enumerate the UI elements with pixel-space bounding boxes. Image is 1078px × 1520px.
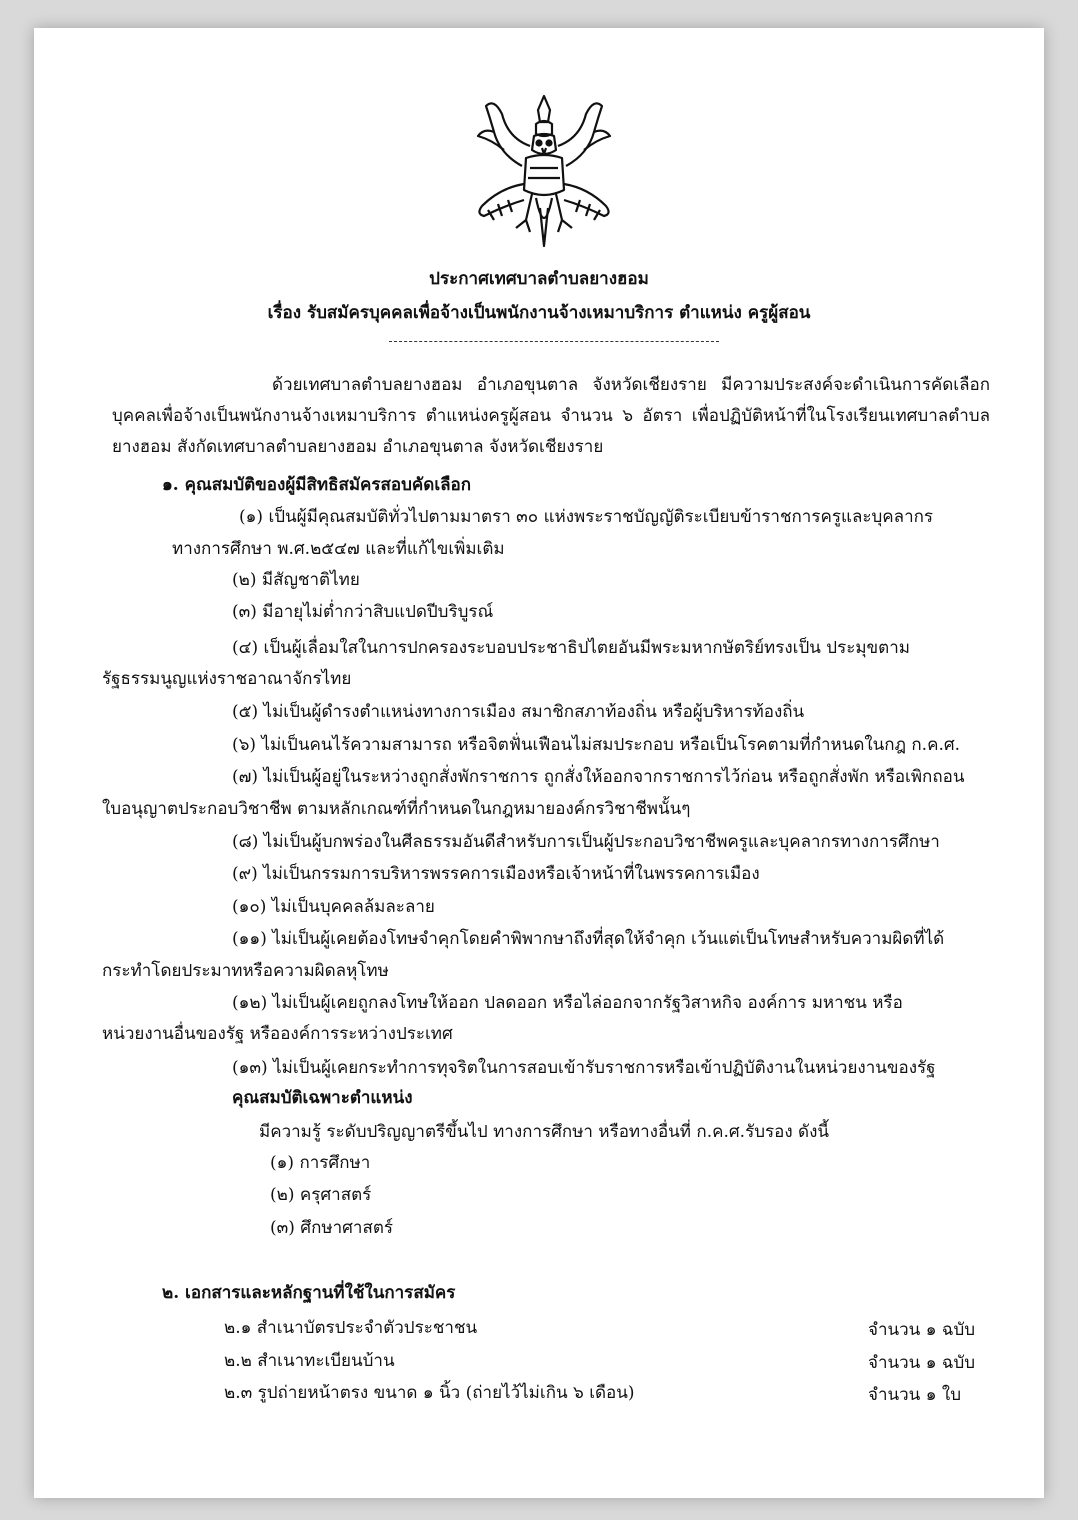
document-item-1-qty: จำนวน ๑ ฉบับ — [868, 1320, 976, 1340]
qualification-12: (๑๒) ไม่เป็นผู้เคยถูกลงโทษให้ออก ปลดออก หรือไล่ออกจากรัฐวิสาหกิจ องค์การ มหาชน หรือ — [232, 993, 903, 1013]
specific-qualification-text: มีความรู้ ระดับปริญญาตรีขึ้นไป ทางการศึกษา หรือทางอื่นที่ ก.ค.ศ.รับรอง ดังนี้ — [259, 1122, 829, 1142]
section1-heading: ๑. คุณสมบัติของผู้มีสิทธิสมัครสอบคัดเลือก — [162, 475, 472, 495]
qualification-3: (๓) มีอายุไม่ต่ำกว่าสิบแปดปีบริบูรณ์ — [232, 602, 494, 622]
specific-item-3: (๓) ศึกษาศาสตร์ — [270, 1218, 394, 1238]
document-item-1: ๒.๑ สำเนาบัตรประจำตัวประชาชน — [224, 1318, 478, 1338]
qualification-1-cont: ทางการศึกษา พ.ศ.๒๕๔๗ และที่แก้ไขเพิ่มเติม — [172, 539, 505, 559]
qualification-1: (๑) เป็นผู้มีคุณสมบัติทั่วไปตามมาตรา ๓๐ แห่งพระราชบัญญัติระเบียบข้าราชการครูและบุคลากร — [239, 507, 934, 527]
qualification-7-cont: ใบอนุญาตประกอบวิชาชีพ ตามหลักเกณฑ์ที่กำหนดในกฎหมายองค์กรวิชาชีพนั้นๆ — [102, 799, 691, 819]
specific-item-2: (๒) ครุศาสตร์ — [270, 1185, 372, 1205]
announcement-subject: เรื่อง รับสมัครบุคคลเพื่อจ้างเป็นพนักงานจ้างเหมาบริการ ตำแหน่ง ครูผู้สอน — [267, 303, 811, 323]
qualification-4-cont: รัฐธรรมนูญแห่งราชอาณาจักรไทย — [102, 669, 352, 689]
document-page — [34, 28, 1044, 1498]
qualification-11-cont: กระทำโดยประมาทหรือความผิดลหุโทษ — [102, 961, 389, 981]
qualification-5: (๕) ไม่เป็นผู้ดำรงตำแหน่งทางการเมือง สมาชิกสภาท้องถิ่น หรือผู้บริหารท้องถิ่น — [232, 702, 805, 722]
document-item-2: ๒.๒ สำเนาทะเบียนบ้าน — [224, 1351, 395, 1371]
qualification-11: (๑๑) ไม่เป็นผู้เคยต้องโทษจำคุกโดยคำพิพากษาถึงที่สุดให้จำคุก เว้นแต่เป็นโทษสำหรับความผิดที่ได้ — [232, 929, 945, 949]
qualification-2: (๒) มีสัญชาติไทย — [232, 570, 360, 590]
specific-item-1: (๑) การศึกษา — [270, 1153, 371, 1173]
qualification-6: (๖) ไม่เป็นคนไร้ความสามารถ หรือจิตฟั่นเฟือนไม่สมประกอบ หรือเป็นโรคตามที่กำหนดในกฎ ก.ค.ศ. — [232, 735, 961, 755]
header-divider — [389, 341, 719, 342]
qualification-12-cont: หน่วยงานอื่นของรัฐ หรือองค์การระหว่างประเทศ — [102, 1024, 453, 1044]
qualification-4: (๔) เป็นผู้เลื่อมใสในการปกครองระบอบประชาธิปไตยอันมีพระมหากษัตริย์ทรงเป็น ประมุขตาม — [232, 638, 910, 658]
document-item-3: ๒.๓ รูปถ่ายหน้าตรง ขนาด ๑ นิ้ว (ถ่ายไว้ไม่เกิน ๖ เดือน) — [224, 1383, 635, 1403]
garuda-emblem — [464, 88, 624, 253]
specific-qualification-heading: คุณสมบัติเฉพาะตำแหน่ง — [232, 1088, 413, 1108]
intro-paragraph — [112, 370, 990, 463]
qualification-10: (๑๐) ไม่เป็นบุคคลล้มละลาย — [232, 897, 435, 917]
qualification-8: (๘) ไม่เป็นผู้บกพร่องในศีลธรรมอันดีสำหรับการเป็นผู้ประกอบวิชาชีพครูและบุคลากรทางการศึกษา — [232, 832, 940, 852]
qualification-7: (๗) ไม่เป็นผู้อยู่ในระหว่างถูกสั่งพักราชการ ถูกสั่งให้ออกจากราชการไว้ก่อน หรือถูกสั่งพัก หรือเพิกถอน — [232, 767, 965, 787]
announcement-title: ประกาศเทศบาลตำบลยางฮอม — [429, 269, 649, 289]
qualification-13: (๑๓) ไม่เป็นผู้เคยกระทำการทุจริตในการสอบเข้ารับราชการหรือเข้าปฏิบัติงานในหน่วยงานของรัฐ — [232, 1058, 936, 1078]
document-item-2-qty: จำนวน ๑ ฉบับ — [868, 1353, 976, 1373]
qualification-9: (๙) ไม่เป็นกรรมการบริหารพรรคการเมืองหรือเจ้าหน้าที่ในพรรคการเมือง — [232, 864, 760, 884]
document-item-3-qty: จำนวน ๑ ใบ — [868, 1385, 961, 1405]
section2-heading: ๒. เอกสารและหลักฐานที่ใช้ในการสมัคร — [162, 1283, 456, 1303]
intro-text: ด้วยเทศบาลตำบลยางฮอม อำเภอขุนตาล จังหวัดเชียงราย มีความประสงค์จะดำเนินการคัดเลือกบุคคลเพื่อจ้างเป็นพนักงานจ้างเหมาบริการ ตำแหน่งครูผู้สอน จำนวน ๖ อัตรา เพื่อปฏิบัติหน้าที่ในโรงเรียนเทศบาลตำบลยางฮอม สังกัดเทศบาลตำบลยางฮอม อำเภอขุนตาล จังหวัดเชียงราย — [112, 375, 990, 457]
